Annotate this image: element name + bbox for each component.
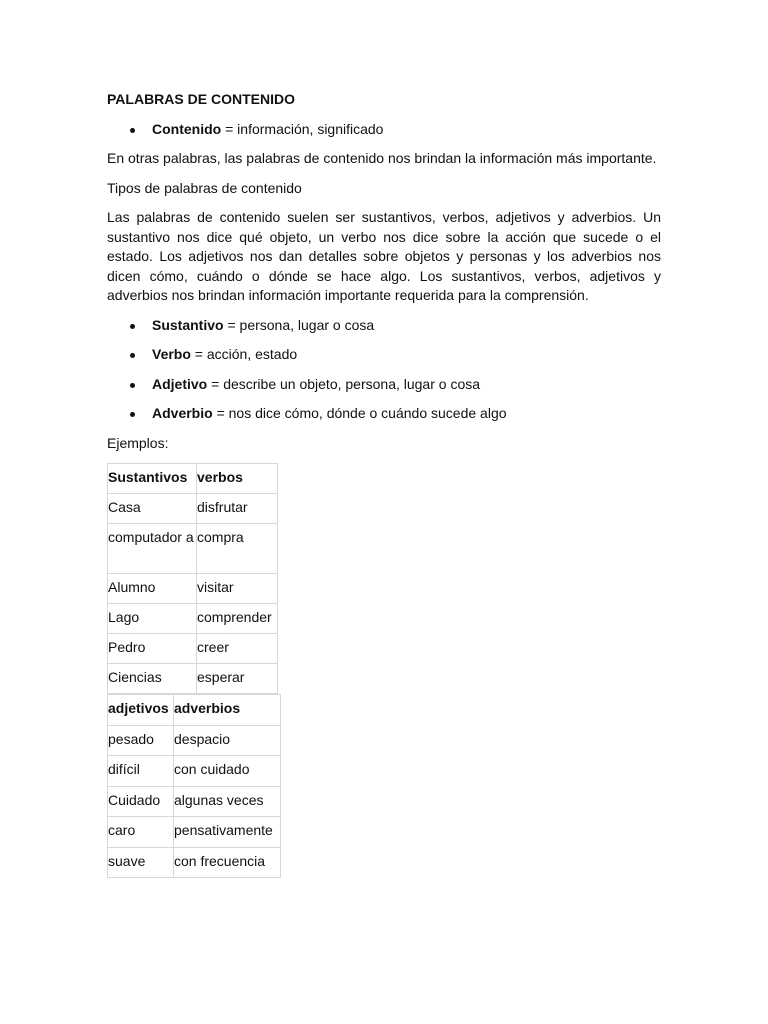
definition-list — [107, 120, 661, 140]
table-cell: visitar — [197, 574, 278, 604]
table-row — [108, 664, 278, 694]
table-row — [108, 725, 281, 756]
list-item — [107, 345, 661, 365]
table-cell: Lago — [108, 604, 197, 634]
type-text: = nos dice cómo, dónde o cuándo sucede algo — [212, 405, 507, 421]
table-cell: Ciencias — [108, 664, 197, 694]
table-row — [108, 817, 281, 848]
table-header-row — [108, 464, 278, 494]
table-row — [108, 634, 278, 664]
table-row — [108, 574, 278, 604]
type-term: Adverbio — [152, 405, 213, 421]
table-cell: comprender — [197, 604, 278, 634]
table-cell: esperar — [197, 664, 278, 694]
list-item — [107, 316, 661, 336]
table-header-cell: Sustantivos — [108, 464, 197, 494]
table-cell: con cuidado — [174, 756, 281, 787]
table-cell: caro — [108, 817, 174, 848]
intro-paragraph: En otras palabras, las palabras de contenido nos brindan la información más importante. — [107, 150, 657, 166]
document-content — [107, 90, 661, 878]
table-cell: disfrutar — [197, 494, 278, 524]
table-cell: pesado — [108, 725, 174, 756]
table-cell: Alumno — [108, 574, 197, 604]
table-header-cell: adverbios — [174, 695, 281, 726]
type-term: Adjetivo — [152, 375, 208, 392]
table-cell: suave — [108, 847, 174, 878]
table-cell: algunas veces — [174, 786, 281, 817]
type-text: = describe un objeto, persona, lugar o cosa — [207, 375, 481, 392]
body-paragraph: Las palabras de contenido suelen ser sustantivos, verbos, adjetivos y adverbios. Un sustantivo nos dice qué objeto, un verbo nos dice sobre la acción que sucede o el estado. Los adjetivos nos dan detalles sobre objetos y personas y los adverbios nos dicen cómo, cuándo o dónde se hace algo. Los sustantivos, verbos, adjetivos y adverbios nos brindan información importante requerida para la comprensión. — [107, 209, 661, 303]
list-item — [107, 375, 661, 395]
table-cell: Casa — [108, 494, 197, 524]
table-row — [108, 756, 281, 787]
table-cell: Pedro — [108, 634, 197, 664]
table-cell: despacio — [174, 725, 281, 756]
table-header-cell: verbos — [197, 464, 278, 494]
list-item — [107, 404, 661, 424]
adjectives-adverbs-table — [107, 694, 281, 878]
types-title: Tipos de palabras de contenido — [107, 179, 302, 196]
table-cell: Cuidado — [108, 786, 174, 817]
type-term: Verbo — [152, 346, 191, 362]
table-cell: difícil — [108, 756, 174, 787]
table-row — [108, 524, 278, 574]
table-header-cell: adjetivos — [108, 695, 174, 726]
table-row — [108, 847, 281, 878]
list-item — [107, 120, 661, 140]
table-row — [108, 786, 281, 817]
examples-label: Ejemplos: — [107, 434, 169, 451]
table-cell: creer — [197, 634, 278, 664]
types-list — [107, 316, 661, 424]
definition-text: = información, significado — [221, 120, 384, 137]
page-title: PALABRAS DE CONTENIDO — [107, 91, 295, 107]
definition-term: Contenido — [152, 120, 222, 137]
table-cell: pensativamente — [174, 817, 281, 848]
table-header-row — [108, 695, 281, 726]
type-term: Sustantivo — [152, 316, 224, 333]
table-row — [108, 604, 278, 634]
table-cell: computador a — [108, 524, 197, 574]
type-text: = persona, lugar o cosa — [223, 316, 375, 333]
table-cell: con frecuencia — [174, 847, 281, 878]
nouns-verbs-table — [107, 463, 278, 694]
table-cell: compra — [197, 524, 278, 574]
table-row — [108, 494, 278, 524]
type-text: = acción, estado — [190, 346, 298, 362]
